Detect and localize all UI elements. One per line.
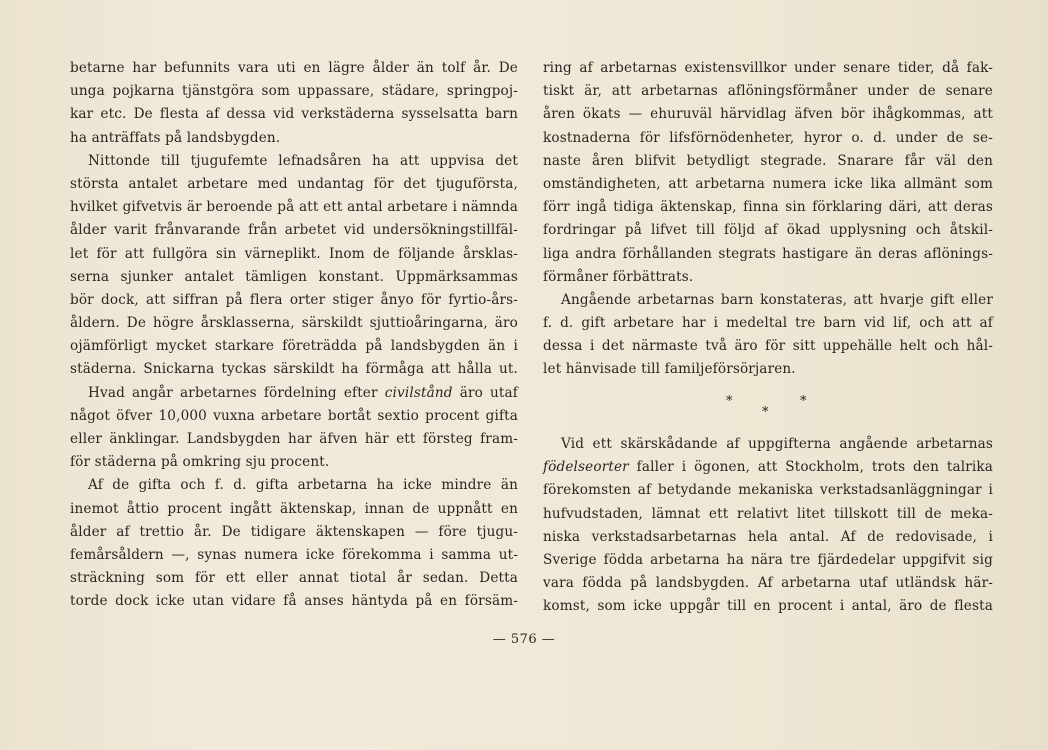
text-line: niska verkstadsarbetarnas hela antal. Af de redovisade, i <box>543 528 993 545</box>
text-line: let hänvisade till familjeförsörjaren. <box>543 361 796 378</box>
section-break-asterisks <box>543 394 993 424</box>
italic-term: civilstånd <box>384 384 453 401</box>
page-number: — 576 — <box>492 632 556 647</box>
text-line: förr ingå tidiga äktenskap, finna sin förklaring däri, att deras <box>543 199 993 216</box>
italic-term: födelseorter <box>543 459 629 476</box>
text-line-fodelseorter <box>543 456 993 479</box>
text-line: f. d. gift arbetare har i medeltal tre barn vid lif, och att af <box>543 315 993 332</box>
text-line: unga pojkarna tjänstgöra som uppassare, städare, springpoj- <box>70 83 518 100</box>
text-line: sträckning som för ett eller annat tiotal år sedan. Detta <box>70 570 518 587</box>
text-line: förekomsten af betydande mekaniska verkstadsanläggningar i <box>543 482 993 499</box>
text-line: förmåner förbättrats. <box>543 268 694 285</box>
text-line: serna sjunker antalet tämligen konstant. Uppmärksammas <box>70 268 518 285</box>
text-line: något öfver 10,000 vuxna arbetare bortåt sextio procent gifta <box>70 407 518 424</box>
fodelseorter-line-text: födelseorter faller i ögonen, att Stockholm, trots den talrika <box>543 459 993 476</box>
text-line: åldern. De högre årsklasserna, särskildt sjuttioåringarna, äro <box>70 315 518 332</box>
text-line: Angående arbetarnas barn konstateras, att hvarje gift eller <box>561 291 993 308</box>
text-line: komst, som icke uppgår till en procent i antal, äro de flesta <box>543 598 993 615</box>
text-line: största antalet arbetare med undantag för det tjuguförsta, <box>70 175 518 192</box>
asterisk: * <box>800 394 807 409</box>
text-line: vara födda på landsbygden. Af arbetarna utaf utländsk här- <box>543 575 993 592</box>
right-lower-column <box>543 433 993 619</box>
left-column <box>70 57 518 614</box>
text-line: Nittonde till tjugufemte lefnadsåren ha att uppvisa det <box>88 152 518 169</box>
text-line: dessa i det närmaste två äro för sitt uppehälle helt och hål- <box>543 338 993 355</box>
text-line: Af de gifta och f. d. gifta arbetarna ha icke mindre än <box>88 477 518 494</box>
text-line: kar etc. De flesta af dessa vid verkstäderna sysselsatta barn <box>70 106 518 123</box>
text-line: ojämförligt mycket starkare företrädda på landsbygden än i <box>70 338 518 355</box>
text-line: kostnaderna för lifsförnödenheter, hyror o. d. under de se- <box>543 129 993 146</box>
text-line: fordringar på lifvet till följd af ökad upplysning och åtskil- <box>543 222 993 239</box>
text-line-civilstand <box>70 382 518 405</box>
text-line: eller änklingar. Landsbygden har äfven här ett försteg fram- <box>70 431 518 447</box>
text-line: liga andra förhållanden stegrats hastigare än deras aflönings- <box>543 245 993 262</box>
text-line: ålder af trettio år. De tidigare äktenskapen — före tjugu- <box>70 523 518 540</box>
civilstand-line-text: Hvad angår arbetarnes fördelning efter civilstånd äro utaf <box>88 384 518 401</box>
text-line: städerna. Snickarna tyckas särskildt ha förmåga att hålla ut. <box>70 361 518 378</box>
text-line: Vid ett skärskådande af uppgifterna angående arbetarnas <box>561 436 993 452</box>
text-line: tiskt är, att arbetarnas aflöningsförmåner under de senare <box>543 83 993 100</box>
text-line: Sverige födda arbetarna ha nära tre fjärdedelar uppgifvit sig <box>543 551 993 568</box>
asterisk: * <box>726 394 733 409</box>
text-line: ring af arbetarnas existensvillkor under senare tider, då fak- <box>543 60 993 76</box>
text-line: naste åren blifvit betydligt stegrade. Snarare får väl den <box>543 152 993 169</box>
text-line: bör dock, att siffran på flera orter stiger ånyo för fyrtio-års- <box>70 291 518 308</box>
text-line: let för att fullgöra sin värneplikt. Inom de följande årsklas- <box>70 245 518 262</box>
text-line: omständigheten, att arbetarna numera icke lika allmänt som <box>543 175 993 192</box>
text-line: åren ökats — ehuruväl härvidlag äfven bör ihågkommas, att <box>543 106 993 123</box>
text-line: hufvudstaden, lämnat ett relativt litet tillskott till de meka- <box>543 505 993 522</box>
text-line: för städerna på omkring sju procent. <box>70 454 330 471</box>
text-line: hvilket gifvetvis är beroende på att ett antal arbetare i nämnda <box>70 199 518 216</box>
text-line: ha anträffats på landsbygden. <box>70 129 281 146</box>
text-line: torde dock icke utan vidare få anses häntyda på en försäm- <box>70 593 518 610</box>
text-line: ålder varit frånvarande från arbetet vid undersökningstillfäl- <box>70 222 518 239</box>
text-line: femårsåldern —, synas numera icke förekomma i samma ut- <box>70 546 518 563</box>
right-column <box>543 57 993 382</box>
text-line: betarne har befunnits vara uti en lägre ålder än tolf år. De <box>70 60 518 76</box>
asterisk: * <box>762 405 769 420</box>
text-line: inemot åttio procent ingått äktenskap, innan de uppnått en <box>70 500 518 517</box>
